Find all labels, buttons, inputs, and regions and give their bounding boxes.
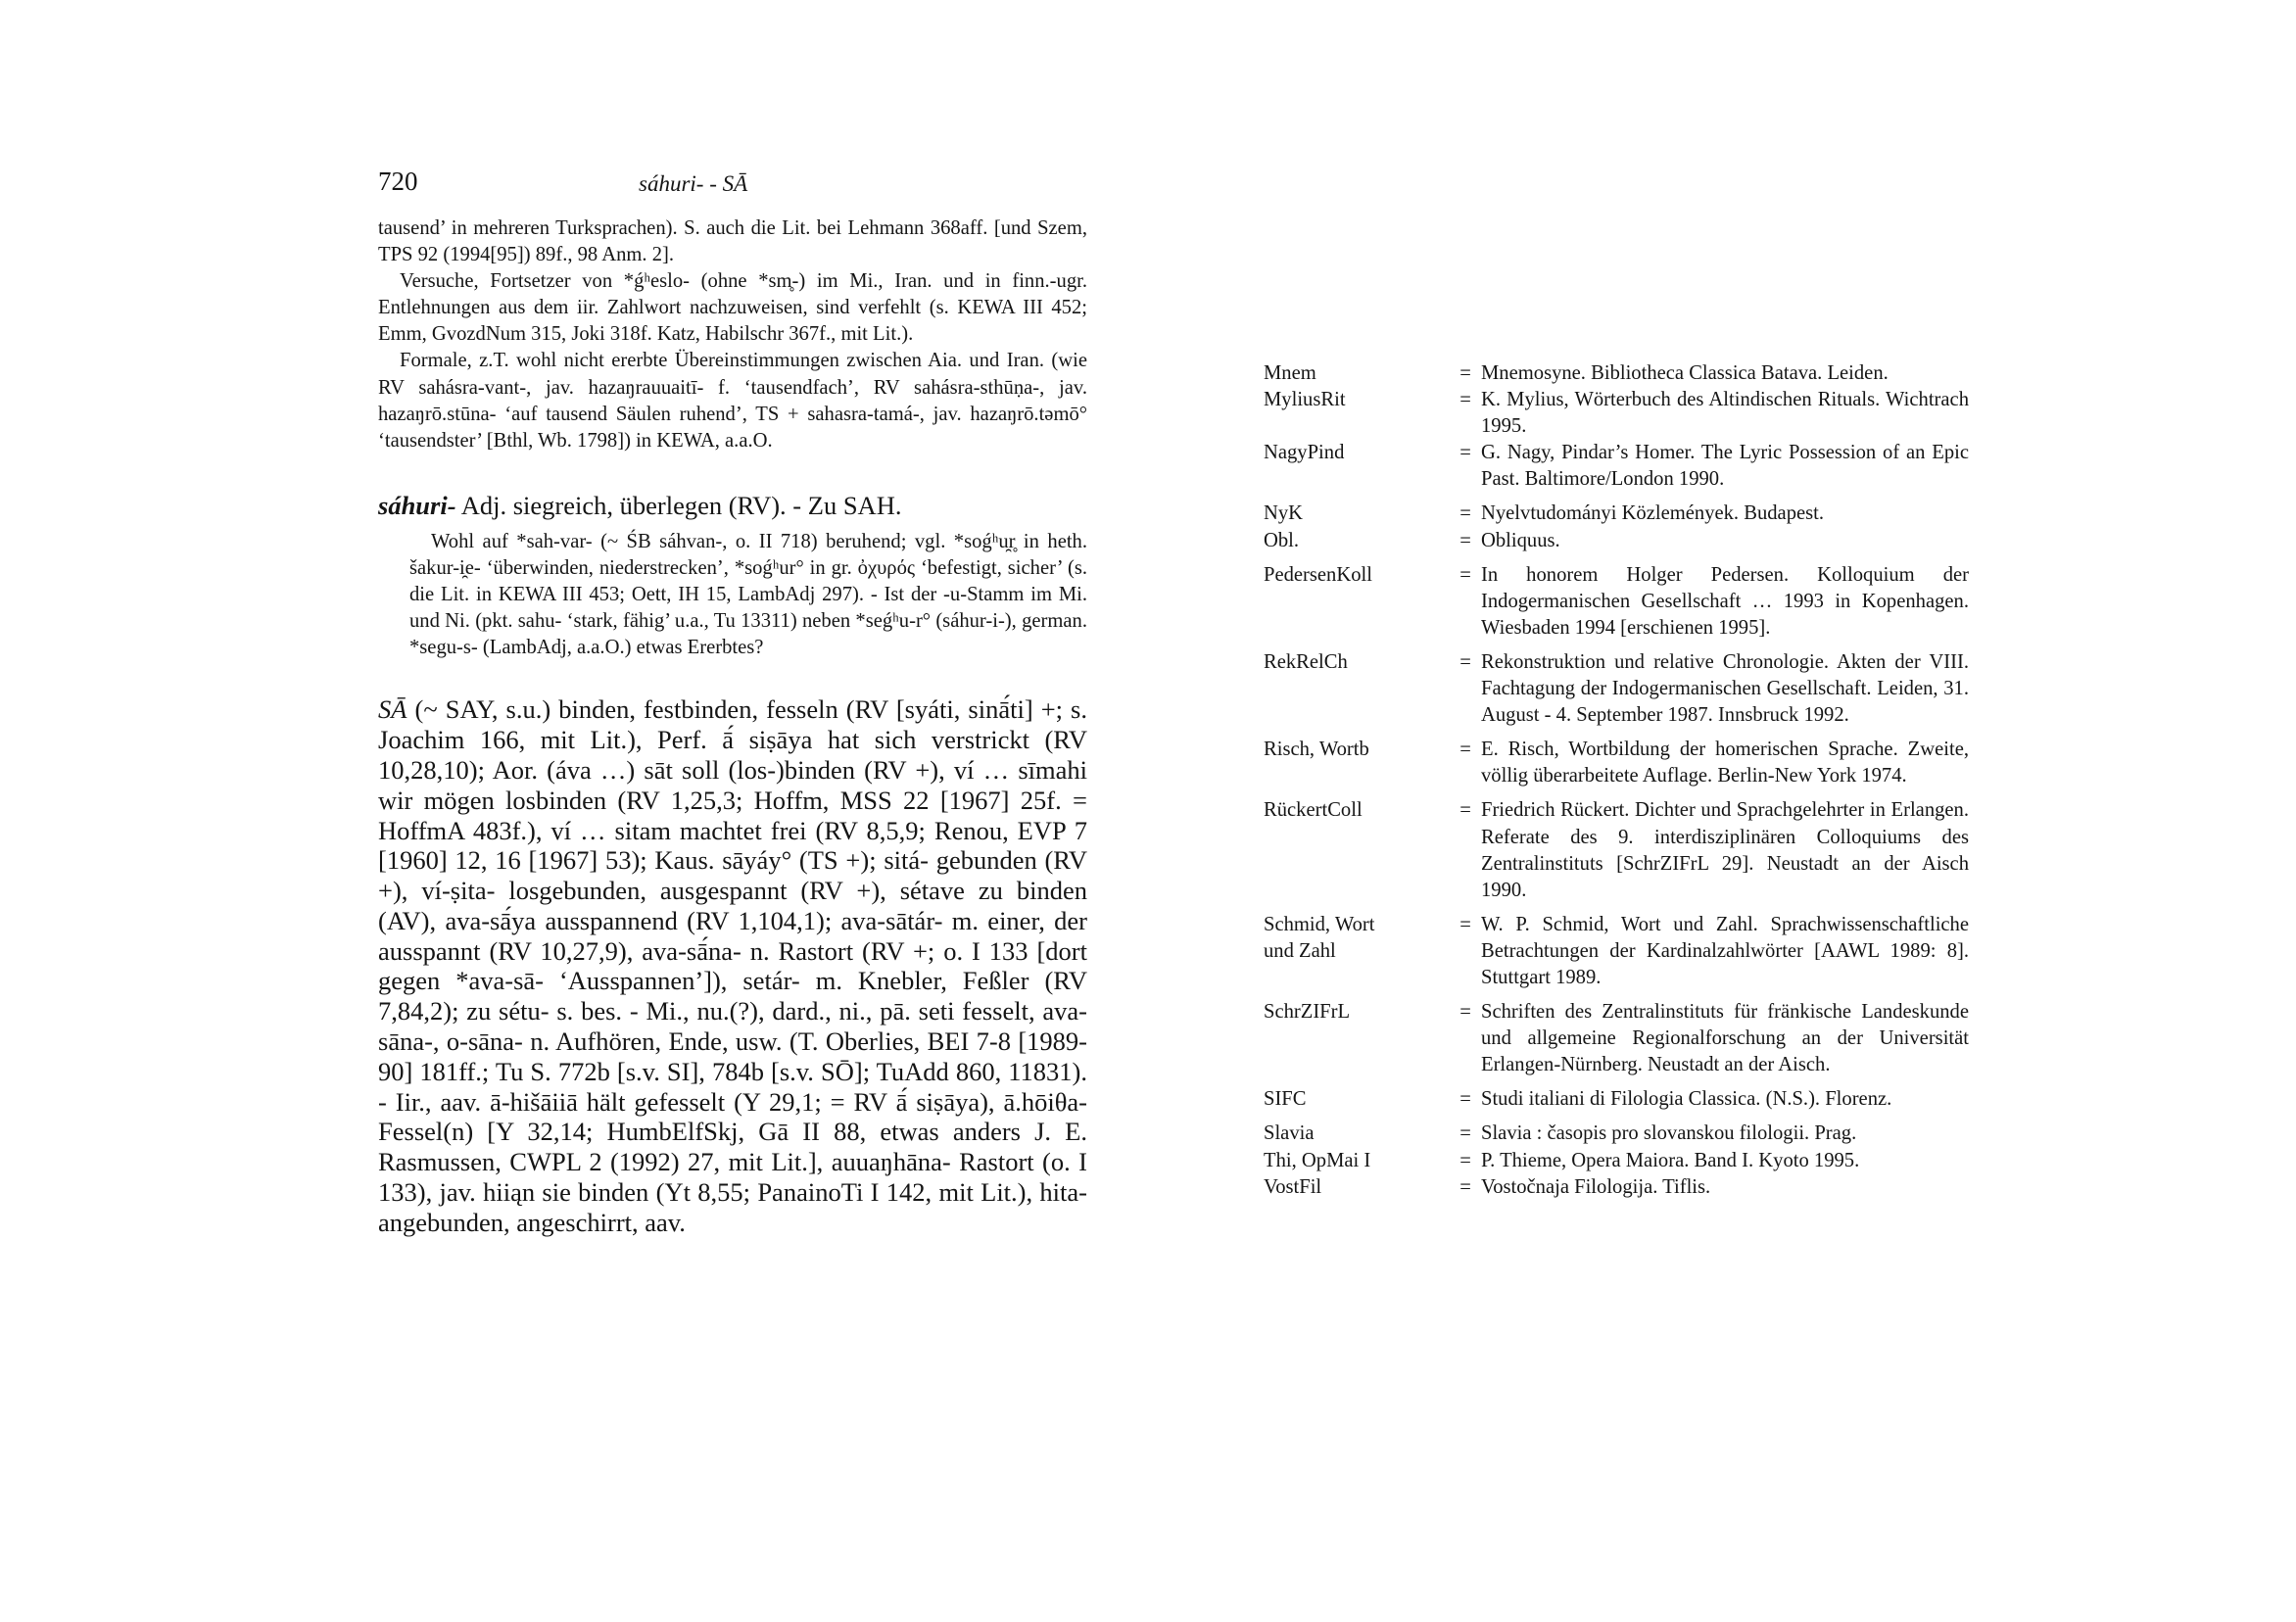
abbreviation-value: K. Mylius, Wörterbuch des Altindischen Rituals. Wichtrach 1995.: [1481, 389, 1969, 438]
page-header: [378, 157, 1087, 215]
continuation-paragraph: Formale, z.T. wohl nicht ererbte Übereinstimmungen zwischen Aia. und Iran. (wie RV sahásra-vant-, jav. hazaŋrauuaitī- f. ‘tausendfach’, RV sahásra-sthūṇa-, jav. hazaŋrō.stūna- ‘auf tausend Säulen ruhend’, TS + sahasra-tamá-, jav. hazaŋrō.təmō° ‘tausendster’ [Bthl, Wb. 1798]) in KEWA, a.a.O.: [378, 350, 1087, 452]
abbreviation-key: SchrZIFrL: [1264, 1001, 1351, 1024]
equals-sign: =: [1459, 799, 1471, 822]
equals-sign: =: [1459, 1149, 1471, 1171]
abbreviation-value: E. Risch, Wortbildung der homerischen Sprache. Zweite, völlig überarbeitete Auflage. Berlin-New York 1974.: [1481, 739, 1969, 787]
abbreviation-row: [1264, 1113, 1969, 1147]
abbreviation-row: [1264, 991, 1969, 1078]
abbreviation-value: W. P. Schmid, Wort und Zahl. Sprachwissenschaftliche Betrachtungen der Kardinalzahlwörter [AAWL 1989: 8]. Stuttgart 1989.: [1481, 913, 1969, 988]
abbreviation-row: [1264, 528, 1969, 554]
abbreviation-row: [1264, 360, 1969, 387]
abbreviation-value: In honorem Holger Pedersen. Kolloquium der Indogermanischen Gesellschaft … 1993 in Kopenhagen. Wiesbaden 1994 [erschienen 1995].: [1481, 563, 1969, 639]
abbreviation-key: SIFC: [1264, 1088, 1307, 1111]
abbreviation-key: Schmid, Wort und Zahl: [1264, 913, 1375, 962]
abbreviation-key: VostFil: [1264, 1175, 1322, 1198]
abbreviation-list: [1264, 360, 1969, 1201]
abbreviation-row: [1264, 1174, 1969, 1201]
equals-sign: =: [1459, 1001, 1471, 1024]
equals-sign: =: [1459, 563, 1471, 586]
entry-gloss: Adj. siegreich, überlegen (RV). - Zu SAH.: [460, 490, 902, 520]
abbreviation-row: [1264, 642, 1969, 729]
equals-sign: =: [1459, 1175, 1471, 1198]
equals-sign: =: [1459, 1088, 1471, 1111]
abbreviation-value: Slavia : časopis pro slovanskou filologii. Prag.: [1481, 1122, 1857, 1145]
equals-sign: =: [1459, 502, 1471, 525]
abbreviation-row: [1264, 789, 1969, 903]
abbreviation-key: RückertColl: [1264, 799, 1363, 822]
entry-text: (~ SAY, s.u.) binden, festbinden, fesseln (RV [syáti, sinā́ti] +; s. Joachim 166, mit Lit.), Perf. ā́ siṣāya hat sich verstrickt (RV 10,28,10); Aor. (áva …) sāt soll (los-)binden (RV +), ví … sīmahi wir mögen losbinden (RV 1,25,3; Hoffm, MSS 22 [1967] 25f. = HoffmA 483f.), ví … sitam machtet frei (RV 8,5,9; Renou, EVP 7 [1960] 12, 16 [1967] 53); Kaus. sāyáy° (TS +); sitá- gebunden (RV +), ví-ṣita- losgebunden, ausgespannt (RV +), sétave zu binden (AV), ava-sā́ya ausspannend (RV 1,104,1); ava-sātár- m. einer, der ausspannt (RV 10,27,9), ava-sā́na- n. Rastort (RV +; o. I 133 [dort gegen *ava-sā- ‘Ausspannen’]), setár- m. Knebler, Feßler (RV 7,84,2); zu sétu- s. bes. - Mi., nu.(?), dard., ni., pā. seti fesselt, ava-sāna-, o-sāna- n. Aufhören, Ende, usw. (T. Oberlies, BEI 7-8 [1989-90] 181ff.; Tu S. 772b [s.v. SI], 784b [s.v. SŌ]; TuAdd 860, 11831). - Iir., aav. ā-hišāiiā hält gefesselt (Y 29,1; = RV ā́ siṣāya), ā.hōiθa- Fessel(n) [Y 32,14; HumbElfSkj, Gā II 88, etwas anders J. E. Rasmussen, CWPL 2 (1992) 27, mit Lit.], auuaŋhāna- Rastort (o. I 133), jav. hiiąn sie binden (Yt 8,55; PanainoTi I 142, mit Lit.), hita- angebunden, angeschirrt, aav.: [378, 694, 1087, 1237]
abbreviation-value: Friedrich Rückert. Dichter und Sprachgelehrter in Erlangen. Referate des 9. interdisziplinären Colloquiums des Zentralinstituts [SchrZIFrL 29]. Neustadt an der Aisch 1990.: [1481, 799, 1969, 901]
continuation-paragraph: Versuche, Fortsetzer von *ǵʰeslo- (ohne *sm̥-) im Mi., Iran. und in finn.-ugr. Entlehnungen aus dem iir. Zahlwort nachzuweisen, sind verfehlt (s. KEWA III 452; Emm, GvozdNum 315, Joki 318f. Katz, Habilschr 367f., mit Lit.).: [378, 270, 1087, 346]
abbreviation-row: [1264, 1148, 1969, 1174]
abbreviation-key: Obl.: [1264, 529, 1300, 551]
equals-sign: =: [1459, 913, 1471, 935]
abbreviation-key: NagyPind: [1264, 442, 1345, 464]
entry-sahuri-body: [409, 529, 1087, 661]
equals-sign: =: [1459, 529, 1471, 551]
right-page: [1264, 360, 1969, 1201]
abbreviation-key: NyK: [1264, 502, 1304, 525]
abbreviation-value: Schriften des Zentralinstituts für fränkische Landeskunde und allgemeine Regionalforschung an der Universität Erlangen-Nürnberg. Neustadt an der Aisch.: [1481, 1001, 1969, 1076]
abbreviation-key: MyliusRit: [1264, 389, 1346, 411]
entry-lemma: sáhuri-: [378, 490, 456, 520]
entry-sahuri-head: [378, 490, 1087, 521]
abbreviation-value: P. Thieme, Opera Maiora. Band I. Kyoto 1995.: [1481, 1149, 1860, 1171]
abbreviation-value: Obliquus.: [1481, 529, 1560, 551]
abbreviation-value: G. Nagy, Pindar’s Homer. The Lyric Possession of an Epic Past. Baltimore/London 1990.: [1481, 442, 1969, 491]
abbreviation-row: [1264, 1078, 1969, 1113]
abbreviation-value: Studi italiani di Filologia Classica. (N.S.). Florenz.: [1481, 1088, 1892, 1111]
abbreviation-key: Thi, OpMai I: [1264, 1149, 1371, 1171]
abbreviation-value: Mnemosyne. Bibliotheca Classica Batava. Leiden.: [1481, 362, 1889, 384]
page-number: 720: [378, 167, 418, 196]
continuation-paragraph: tausend’ in mehreren Turksprachen). S. auch die Lit. bei Lehmann 368aff. [und Szem, TPS 92 (1994[95]) 89f., 98 Anm. 2].: [378, 217, 1087, 266]
abbreviation-value: Vostočnaja Filologija. Tiflis.: [1481, 1175, 1711, 1198]
abbreviation-row: [1264, 493, 1969, 527]
equals-sign: =: [1459, 442, 1471, 464]
abbreviation-row: [1264, 554, 1969, 642]
abbreviation-key: Mnem: [1264, 362, 1316, 384]
abbreviation-row: [1264, 904, 1969, 991]
entry-lemma: SĀ: [378, 694, 407, 725]
abbreviation-row: [1264, 387, 1969, 440]
abbreviation-key: Slavia: [1264, 1122, 1315, 1145]
running-head: sáhuri- - SĀ: [639, 171, 748, 196]
entry-body-paragraph: Wohl auf *sah-var- (~ ŚB sáhvan-, o. II 718) beruhend; vgl. *soǵʰu̯r̥ in heth. šakur-i̯e- ‘überwinden, niederstrecken’, *soǵʰur° in gr. ὀχυρός ‘befestigt, sicher’ (s. die Lit. in KEWA III 453; Oett, IH 15, LambAdj 297). - Ist der -u-Stamm im Mi. und Ni. (pkt. sahu- ‘stark, fähig’ u.a., Tu 13311) neben *seǵʰu-r° (sáhur-i-), german. *segu-s- (LambAdj, a.a.O.) etwas Ererbtes?: [409, 530, 1087, 659]
equals-sign: =: [1459, 739, 1471, 761]
abbreviation-row: [1264, 440, 1969, 493]
abbreviation-key: RekRelCh: [1264, 650, 1348, 673]
entry-sa: [378, 694, 1087, 1237]
abbreviation-row: [1264, 729, 1969, 789]
equals-sign: =: [1459, 1122, 1471, 1145]
equals-sign: =: [1459, 389, 1471, 411]
continuation-text: [378, 215, 1087, 454]
abbreviation-value: Rekonstruktion und relative Chronologie. Akten der VIII. Fachtagung der Indogermanischen Gesellschaft. Leiden, 31. August - 4. September 1987. Innsbruck 1992.: [1481, 650, 1969, 727]
equals-sign: =: [1459, 650, 1471, 673]
abbreviation-value: Nyelvtudományi Közlemények. Budapest.: [1481, 502, 1825, 525]
left-page: [378, 157, 1087, 1238]
abbreviation-key: PedersenKoll: [1264, 563, 1372, 586]
abbreviation-key: Risch, Wortb: [1264, 739, 1369, 761]
equals-sign: =: [1459, 362, 1471, 384]
